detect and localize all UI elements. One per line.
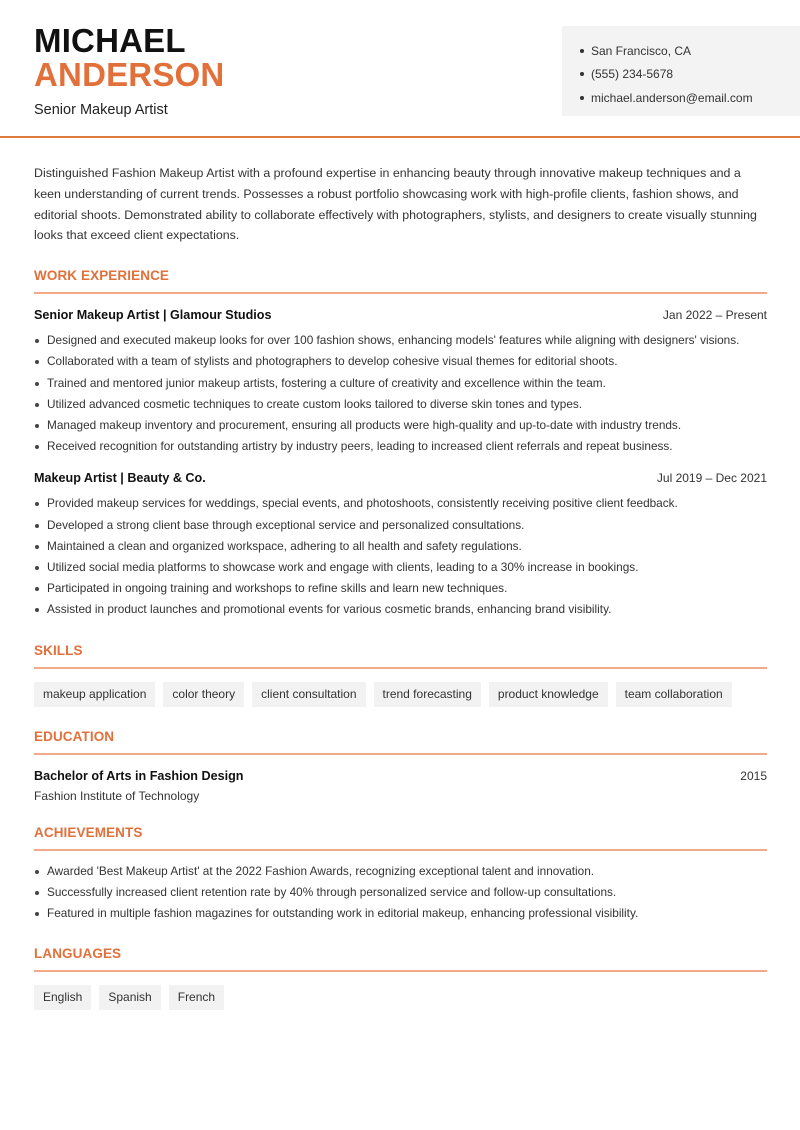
job-entry: [34, 471, 767, 620]
summary: Distinguished Fashion Makeup Artist with a profound expertise in enhancing beauty through innovative makeup techniques and a keen understanding of current trends. Possesses a robust portfolio showcasing work with high-profile clients, fashion shows, and editorial shoots. Demonstrated ability to collaborate effectively with photographers, stylists, and designers to create visually stunning looks that exceed client expectations.: [34, 166, 757, 243]
job-bullets: [34, 493, 767, 620]
list-item: Developed a strong client base through exceptional service and personalized consultations.: [34, 515, 767, 536]
achievements-list: [34, 861, 767, 925]
first-name: MICHAEL: [34, 22, 186, 59]
section-title-languages: LANGUAGES: [34, 946, 767, 972]
skill-tag: team collaboration: [616, 682, 732, 707]
education-school: Fashion Institute of Technology: [34, 788, 200, 803]
list-item: Successfully increased client retention rate by 40% through personalized service and follow-up consultations.: [34, 882, 767, 903]
list-item: Designed and executed makeup looks for over 100 fashion shows, enhancing models' features while aligning with designers' visions.: [34, 330, 767, 351]
bullet-icon: [580, 96, 584, 100]
job-title: Senior Makeup Artist: [34, 102, 168, 118]
list-item: Collaborated with a team of stylists and photographers to develop cohesive visual themes for editorial shoots.: [34, 351, 767, 372]
list-item: Provided makeup services for weddings, special events, and photoshoots, consistently receiving positive client feedback.: [34, 493, 767, 514]
education-year: 2015: [740, 768, 767, 783]
job-header: [34, 308, 767, 322]
list-item: Featured in multiple fashion magazines for outstanding work in editorial makeup, enhancing professional visibility.: [34, 903, 767, 924]
contact-location-text: San Francisco, CA: [591, 43, 692, 58]
job-dates: Jul 2019 – Dec 2021: [656, 471, 767, 486]
section-title-skills: SKILLS: [34, 643, 767, 669]
section-title-education: EDUCATION: [34, 729, 767, 755]
list-item: Managed makeup inventory and procurement, ensuring all products were high-quality and up-to-date with industry trends.: [34, 415, 767, 436]
skills-tags: [34, 682, 767, 707]
last-name: ANDERSON: [34, 56, 225, 93]
skill-tag: client consultation: [252, 682, 365, 707]
name-block: [34, 24, 224, 118]
contact-box: [562, 26, 800, 116]
list-item: Utilized advanced cosmetic techniques to create custom looks tailored to diverse skin tones and types.: [34, 394, 767, 415]
list-item: Trained and mentored junior makeup artists, fostering a culture of creativity and excellence within the team.: [34, 373, 767, 394]
job-role: Makeup Artist | Beauty & Co.: [34, 471, 206, 486]
resume-body: [34, 163, 767, 1010]
list-item: Received recognition for outstanding artistry by industry peers, leading to increased client referrals and repeat business.: [34, 436, 767, 457]
resume-header: [0, 0, 800, 138]
job-role: Senior Makeup Artist | Glamour Studios: [34, 308, 272, 323]
job-dates: Jan 2022 – Present: [662, 308, 767, 323]
contact-email: [580, 86, 800, 110]
job-entry: [34, 308, 767, 457]
contact-location: [580, 39, 800, 63]
education-degree: Bachelor of Arts in Fashion Design: [34, 768, 244, 783]
section-title-work-experience: WORK EXPERIENCE: [34, 268, 767, 294]
job-bullets: [34, 330, 767, 457]
contact-phone: [580, 63, 800, 87]
list-item: Maintained a clean and organized workspace, adhering to all health and safety regulations.: [34, 536, 767, 557]
list-item: Awarded 'Best Makeup Artist' at the 2022 Fashion Awards, recognizing exceptional talent and innovation.: [34, 861, 767, 882]
language-tag: English: [34, 985, 91, 1010]
contact-phone-text: (555) 234-5678: [591, 67, 674, 82]
education-entry: [34, 769, 767, 803]
languages-tags: [34, 985, 767, 1010]
bullet-icon: [580, 72, 584, 76]
contact-email-text: michael.anderson@email.com: [591, 90, 753, 105]
skill-tag: color theory: [163, 682, 244, 707]
bullet-icon: [580, 49, 584, 53]
list-item: Participated in ongoing training and workshops to refine skills and learn new techniques.: [34, 578, 767, 599]
list-item: Utilized social media platforms to showcase work and engage with clients, leading to a 30% increase in bookings.: [34, 557, 767, 578]
section-title-achievements: ACHIEVEMENTS: [34, 825, 767, 851]
language-tag: French: [169, 985, 224, 1010]
skill-tag: makeup application: [34, 682, 155, 707]
skill-tag: product knowledge: [489, 682, 608, 707]
list-item: Assisted in product launches and promotional events for various cosmetic brands, enhancing brand visibility.: [34, 599, 767, 620]
skill-tag: trend forecasting: [374, 682, 481, 707]
job-header: [34, 471, 767, 485]
education-header: [34, 769, 767, 783]
language-tag: Spanish: [99, 985, 160, 1010]
